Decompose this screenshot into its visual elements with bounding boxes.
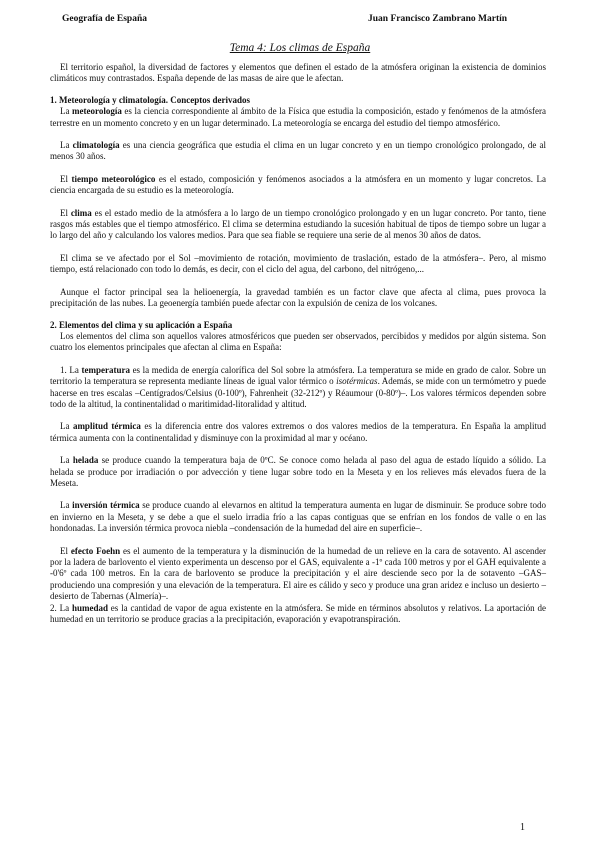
section-2-heading: 2. Elementos del clima y su aplicación a España xyxy=(50,319,233,330)
header-subject: Geografía de España xyxy=(62,14,147,24)
term-temperatura: temperatura xyxy=(81,364,130,375)
paragraph-humedad: 2. La humedad es la cantidad de vapor de agua existente en la atmósfera. Se mide en términos absolutos y relativos. La aportación de humedad en un territorio se produce gracias a la precipitación, evaporación y evapotranspiración. xyxy=(50,602,546,625)
paragraph-clima: El clima es el estado medio de la atmósfera a lo largo de un tiempo cronológico prolongado y en un lugar concreto. Por tanto, tiene rasgos más estables que el tiempo atmosférico. El clima se determina estudiando la sucesión habitual de tipos de tiempo sobre un lugar a lo largo del año y calculando los valores medios. Para que sea fiable se requiere una serie de al menos 30 años de datos. xyxy=(50,207,547,241)
term-efecto-foehn: efecto Foehn xyxy=(70,545,121,556)
term-clima: clima xyxy=(70,207,92,218)
document-body xyxy=(50,62,546,625)
paragraph-foehn: El efecto Foehn es el aumento de la temperatura y la disminución de la humedad de un relieve en la cara de sotavento. Al ascender por la ladera de barlovento el viento experimenta un descenso por el GAS, equivalente a -1º cada 100 metros y por el GAH equivalente a -0'6º cada 100 metros. En la cara de barlovento se produce la precipitación y el aire desciende seco por la de sotavento –GAS– produciendo una compresión y una elevación de la temperatura. El aire es cálido y seco y produce una gran aridez e incluso un desierto –desierto de Tabernas (Almería)–. xyxy=(50,545,546,602)
paragraph-amplitud: La amplitud térmica es la diferencia entre dos valores extremos o dos valores medios de la temperatura. En España la amplitud térmica aumenta con la continentalidad y disminuye con la proximidad al mar y océano. xyxy=(50,421,546,443)
paragraph-sol: El clima se ve afectado por el Sol –movimiento de rotación, movimiento de traslación, estado de la atmósfera–. Pero, al mismo tiempo, está relacionado con todo lo demás, es decir, con el ciclo del agua, del carbono, del nitrógeno,... xyxy=(50,252,546,275)
paragraph-factor: Aunque el factor principal sea la helioenergía, la gravedad también es un factor clave que afecta al clima, pues provoca la precipitación de las nubes. La geoenergía también puede afectar con la expulsión de ceniza de los volcanes. xyxy=(50,286,546,309)
term-helada: helada xyxy=(72,455,99,466)
paragraph-inversion: La inversión térmica se produce cuando al elevarnos en altitud la temperatura aumenta en lugar de disminuir. Se produce sobre todo en invierno en la Meseta, y se debe a que el suelo irradia frío a las capas contiguas que se enfrían en los fondos de valle o en las hondonadas. La inversión térmica provoca niebla –condensación de la humedad del aire en superficie–. xyxy=(50,500,546,534)
page-number: 1 xyxy=(520,822,525,833)
term-meteorologia: meteorología xyxy=(72,106,122,117)
paragraph-tiempo-meteorologico: El tiempo meteorológico es el estado, composición y fenómenos asociados a la atmósfera en un momento y lugar concretos. La ciencia encargada de su estudio es la meteorología. xyxy=(50,173,546,196)
document-title: Tema 4: Los climas de España xyxy=(229,42,371,54)
paragraph-temperatura: 1. La temperatura es la medida de energía calorífica del Sol sobre la atmósfera. La temperatura se mide en grado de calor. Sobre un territorio la temperatura se representa mediante líneas de igual valor térmico o isotérmicas. Además, se mide con un termómetro y puede hacerse en tres escalas –Centígrados/Celsius (0-100º), Fahrenheit (32-212º) y Réaumour (0-80º)–. Los valores térmicos dependen sobre todo de la altitud, la continentalidad o maritimidad-litoralidad y altitud. xyxy=(50,364,546,409)
term-inversion-termica: inversión térmica xyxy=(72,500,140,511)
term-isotermicas: isotérmicas xyxy=(336,376,378,387)
header-author: Juan Francisco Zambrano Martín xyxy=(368,14,508,24)
intro-paragraph: El territorio español, la diversidad de factores y elementos que definen el estado de la atmósfera originan la existencia de dominios climáticos muy contrastados. España depende de las masas de aire que le afectan. xyxy=(50,62,546,84)
term-amplitud-termica: amplitud térmica xyxy=(72,421,141,432)
term-humedad: humedad xyxy=(71,602,108,613)
section-1-heading: 1. Meteorología y climatología. Conceptos derivados xyxy=(50,94,251,105)
paragraph-helada: La helada se produce cuando la temperatura baja de 0ºC. Se conoce como helada al paso del agua de estado líquido a sólido. La helada se produce por irradiación o por advección y tiene lugar sobre todo en la Meseta y en los relieves más elevados fuera de la Meseta. xyxy=(50,455,546,488)
section-2-intro: Los elementos del clima son aquellos valores atmosféricos que pueden ser observados, percibidos y medidos por algún sistema. Son cuatro los elementos principales que afectan al clima en España: xyxy=(50,330,546,353)
paragraph-meteorologia: La meteorología es la ciencia correspondiente al ámbito de la Física que estudia la composición, estado y fenómenos de la atmósfera terrestre en un momento concreto y en un lugar determinado. La meteorología se encarga del estudio del tiempo atmosférico. xyxy=(50,106,546,128)
paragraph-climatologia: La climatología es una ciencia geográfica que estudia el clima en un lugar concreto y en un tiempo cronológico prolongado, de al menos 30 años. xyxy=(50,140,546,162)
term-tiempo-meteorologico: tiempo meteorológico xyxy=(71,173,156,184)
term-climatologia: climatología xyxy=(72,140,120,151)
